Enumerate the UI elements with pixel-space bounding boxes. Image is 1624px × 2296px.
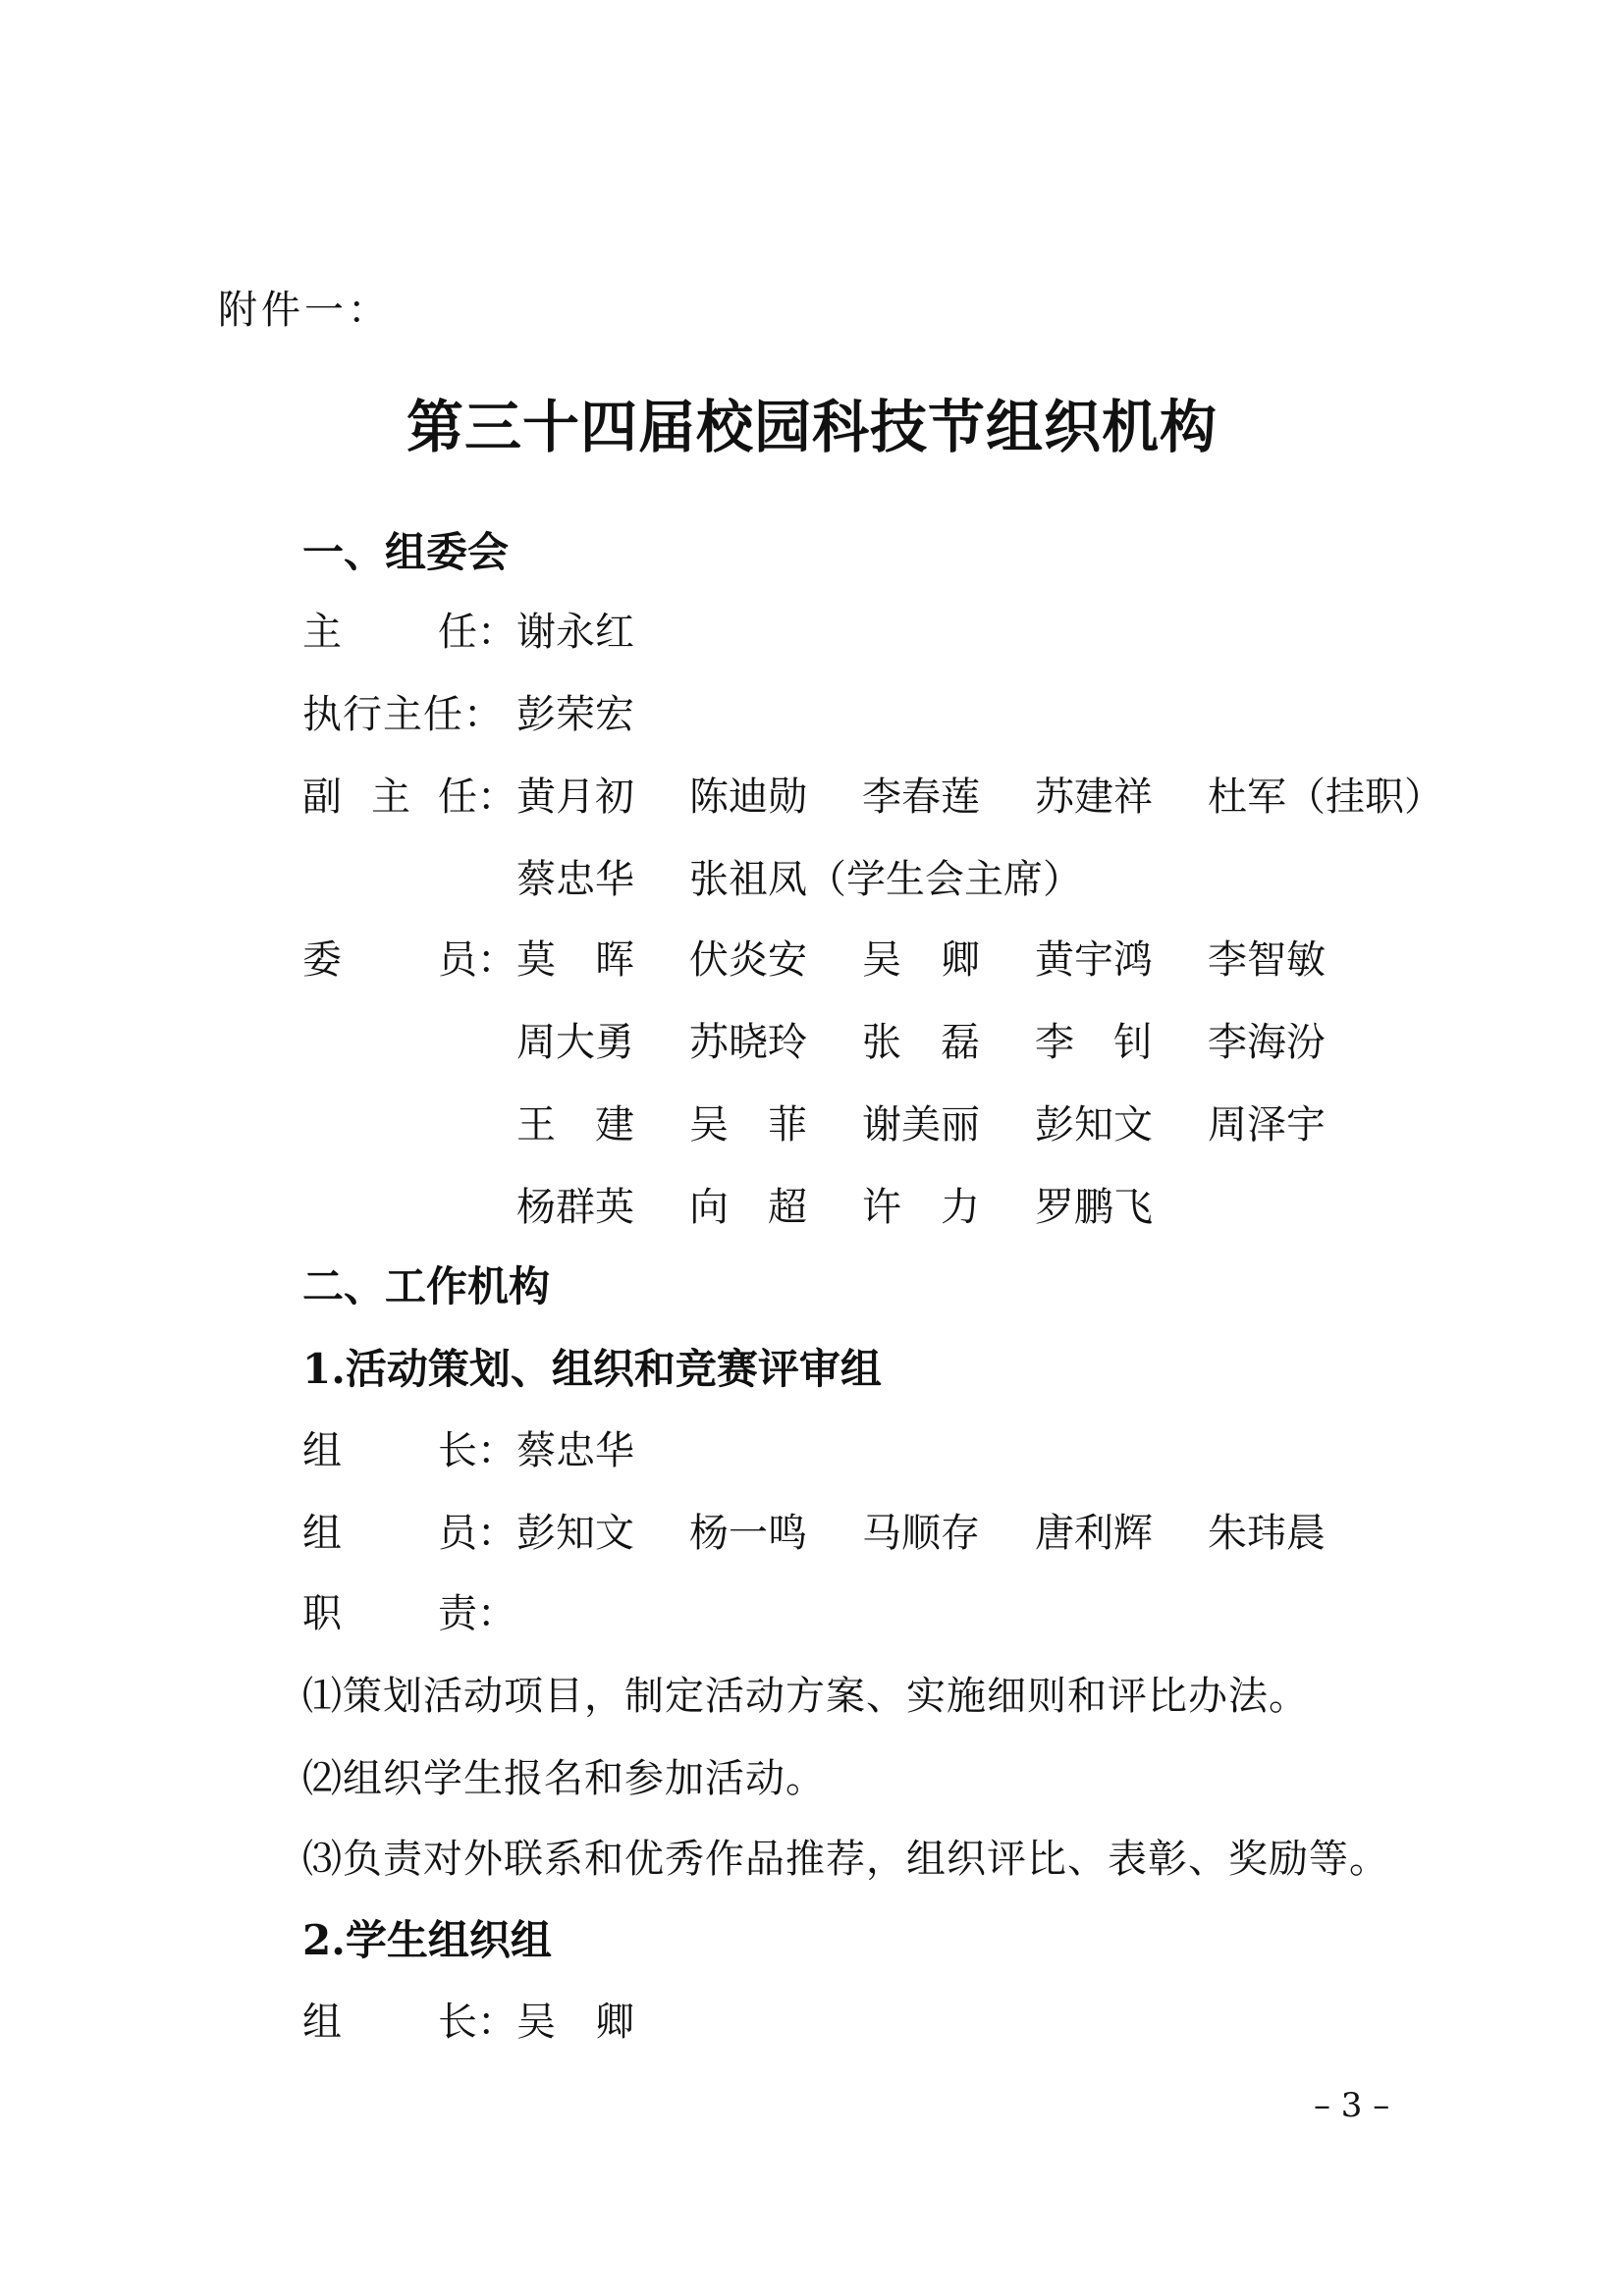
name-group1-member: 杨一鸣 bbox=[689, 1511, 807, 1556]
name-member: 伏炎安 bbox=[689, 937, 807, 983]
name-group2-leader: 吴 卿 bbox=[516, 2000, 634, 2045]
duty-item: ⑴策划活动项目，制定活动方案、实施细则和评比办法。 bbox=[302, 1674, 1309, 1719]
name-member: 彭知文 bbox=[1035, 1102, 1153, 1148]
duty-item: ⑶负责对外联系和优秀作品推荐，组织评比、表彰、奖励等。 bbox=[302, 1837, 1389, 1882]
name-member: 周大勇 bbox=[516, 1020, 634, 1065]
name-member: 李 钊 bbox=[1035, 1020, 1153, 1065]
document-page: 附件一： 第三十四届校园科技节组织机构 一、组委会 主 任： 谢永红 执行主任： 彭荣宏 副 主 任： 黄月初 陈迪勋 李春莲 苏建祥 杜军（挂职） 蔡忠华 张祖凤（学生会主席） 委 员： 莫 晖 伏炎安 吴 卿 黄宇鸿 李智敏 周大勇 苏晓玲 张 磊 李 钊 李海汾 王 建 吴 菲 谢美丽 彭知文 周泽宇 杨群英 向 超 许 力 罗鹏飞 二、工作机构 1.活动策划、组织和竞赛评审组 组 长： 蔡忠华 组 员： 彭知文 杨一鸣 马顺存 唐利辉 朱玮晨 职 责： ⑴策划活动项目，制定活动方案、实施细则和评比办法。 ⑵组织学生报名和参加活动。 ⑶负责对外联系和优秀作品推荐，组织评比、表彰、奖励等。 2.学生组织组 组 长： 吴 卿 – 3 – bbox=[0, 0, 1624, 2296]
name-deputy: 杜军（挂职） bbox=[1208, 774, 1443, 820]
group-heading-planning: 1.活动策划、组织和竞赛评审组 bbox=[302, 1345, 882, 1393]
name-exec-director: 彭荣宏 bbox=[516, 692, 634, 737]
section-heading-committee: 一、组委会 bbox=[302, 528, 510, 576]
name-member: 杨群英 bbox=[516, 1185, 634, 1230]
name-member: 周泽宇 bbox=[1208, 1102, 1326, 1148]
name-group1-member: 彭知文 bbox=[516, 1511, 634, 1556]
name-member: 吴 菲 bbox=[689, 1102, 807, 1148]
name-deputy: 李春莲 bbox=[862, 774, 980, 820]
name-deputy: 黄月初 bbox=[516, 774, 634, 820]
page-number: – 3 – bbox=[1314, 2086, 1390, 2125]
name-member: 张 磊 bbox=[862, 1020, 980, 1065]
name-group1-member: 朱玮晨 bbox=[1208, 1511, 1326, 1556]
name-group1-member: 马顺存 bbox=[862, 1511, 980, 1556]
name-member: 莫 晖 bbox=[516, 937, 634, 983]
name-member: 吴 卿 bbox=[862, 937, 980, 983]
name-deputy: 苏建祥 bbox=[1035, 774, 1153, 820]
name-director: 谢永红 bbox=[516, 610, 634, 655]
name-member: 罗鹏飞 bbox=[1035, 1185, 1153, 1230]
name-member: 许 力 bbox=[862, 1185, 980, 1230]
name-deputy: 蔡忠华 bbox=[516, 857, 634, 902]
label-exec-director: 执行主任： bbox=[302, 692, 504, 737]
name-member: 李海汾 bbox=[1208, 1020, 1326, 1065]
name-member: 谢美丽 bbox=[862, 1102, 980, 1148]
section-heading-work-org: 二、工作机构 bbox=[302, 1262, 551, 1310]
name-member: 王 建 bbox=[516, 1102, 634, 1148]
name-member: 苏晓玲 bbox=[689, 1020, 807, 1065]
name-member: 黄宇鸿 bbox=[1035, 937, 1153, 983]
duty-item: ⑵组织学生报名和参加活动。 bbox=[302, 1756, 826, 1801]
group-heading-student-org: 2.学生组织组 bbox=[302, 1916, 552, 1964]
name-group1-member: 唐利辉 bbox=[1035, 1511, 1153, 1556]
attachment-label: 附件一： bbox=[218, 288, 391, 333]
name-member: 向 超 bbox=[689, 1185, 807, 1230]
name-member: 李智敏 bbox=[1208, 937, 1326, 983]
name-deputy: 陈迪勋 bbox=[689, 774, 807, 820]
name-group1-leader: 蔡忠华 bbox=[516, 1428, 634, 1473]
document-title: 第三十四届校园科技节组织机构 bbox=[406, 394, 1218, 460]
name-deputy: 张祖凤（学生会主席） bbox=[689, 857, 1082, 902]
